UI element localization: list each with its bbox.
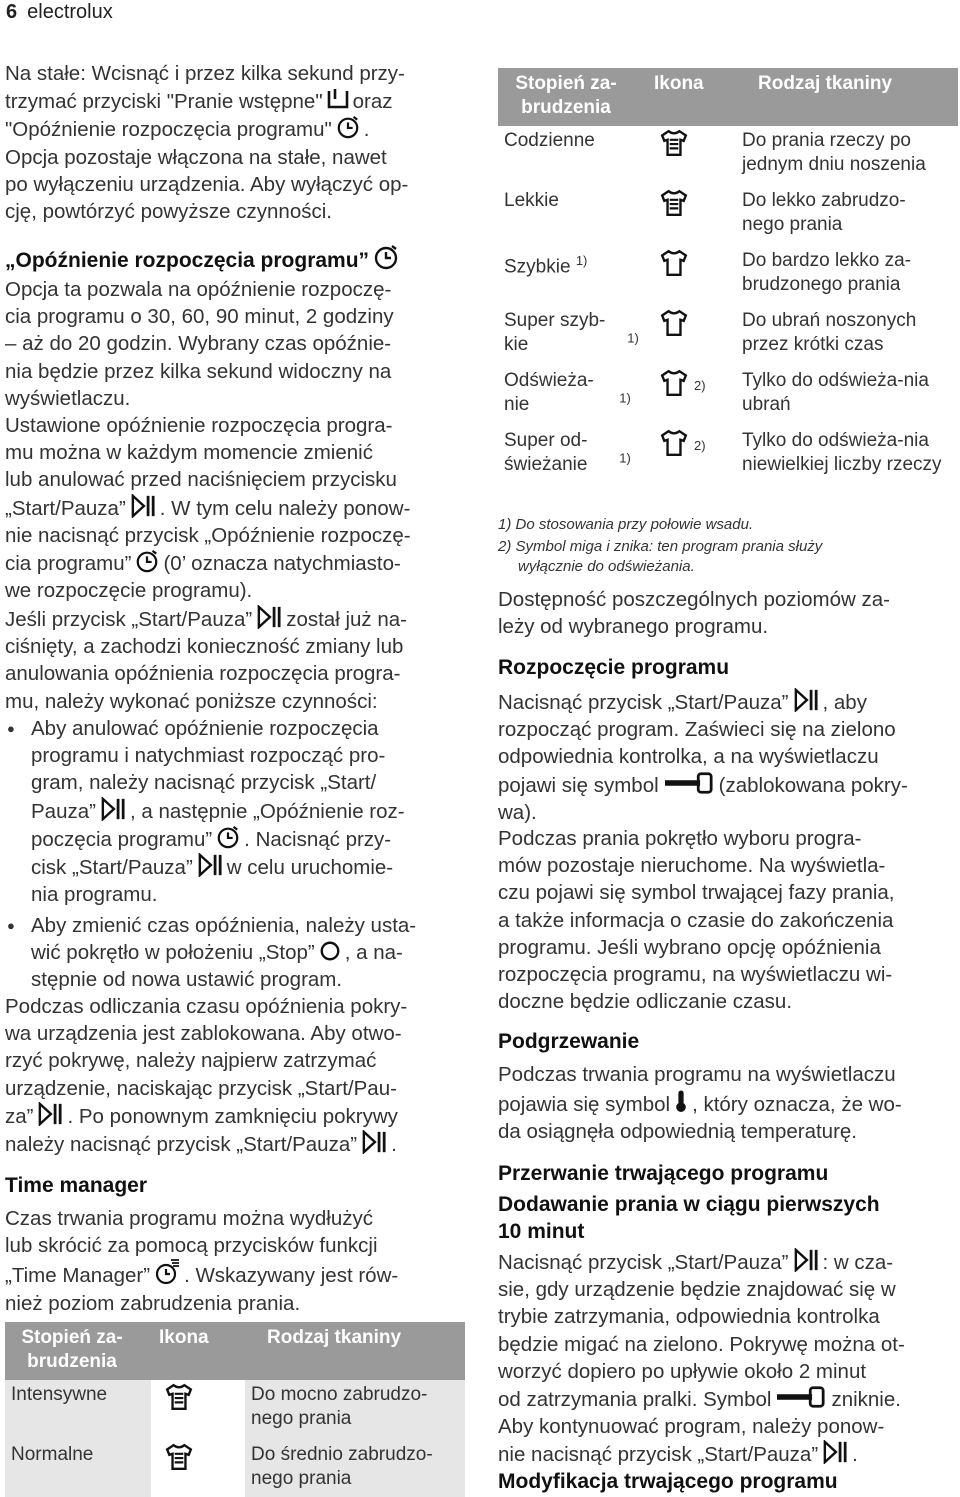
- header-fabric: Rodzaj tkaniny: [736, 68, 958, 126]
- start-pause-icon: [361, 1130, 387, 1154]
- start-program-heading: Rozpoczęcie programu: [498, 656, 730, 679]
- table-row: Super od-świeżanie $^{1)}$ $^{2)}$ Tylko do odświeża-nia niewielkiej liczby rzeczy: [504, 430, 942, 475]
- shirt-daily-icon: [660, 129, 688, 157]
- header-fabric: Rodzaj tkaniny: [245, 1322, 465, 1380]
- header-icon: Ikona: [151, 1322, 245, 1380]
- header-level: Stopień za-brudzenia: [5, 1322, 151, 1380]
- header-icon: Ikona: [646, 68, 736, 126]
- start-paragraph: Nacisnąć przycisk „Start/Pauza” , aby rozpocząć program. Zaświeci się na zielono odpowiednia kontrolka, a na wyświetlaczu pojawi się symbol (zablokowana pokry- wa).: [498, 688, 960, 826]
- thermometer-icon: [674, 1088, 688, 1114]
- shirt-light-icon: [660, 189, 688, 217]
- shirt-refresh-icon: [660, 369, 688, 397]
- door-lock-icon: [775, 1385, 827, 1409]
- intro-paragraph: Na stałe: Wcisnąć i przez kilka sekund przy- trzymać przyciski "Pranie wstępne" oraz "Opóźnienie rozpoczęcia programu" . Opcja pozostaje włączona na stałe, nawet po wyłączeniu urządzenia. Aby wyłączyć op- cję, powtórzyć powyższe czynności.: [5, 62, 409, 224]
- start-pause-icon: [256, 605, 282, 629]
- table-row: Normalne Do średnio zabrudzo-nego prania: [5, 1440, 465, 1497]
- table-header-row: [5, 1322, 465, 1380]
- table-row: Codzienne Do prania rzeczy po jednym dniu noszenia: [504, 130, 926, 175]
- heating-paragraph: Podczas trwania programu na wyświetlaczu pojawia się symbol , który oznacza, że wo- da osiągnęła odpowiednią temperaturę.: [498, 1063, 902, 1144]
- footnote-1: 1) Do stosowania przy połowie wsadu.: [498, 516, 754, 533]
- start-pause-icon: [130, 494, 156, 518]
- table-header-row: [498, 68, 958, 126]
- start-pause-icon: [100, 797, 126, 821]
- delay-clock-icon: [135, 549, 159, 573]
- start-pause-icon: [197, 853, 223, 877]
- time-manager-paragraph: Czas trwania programu można wydłużyć lub skrócić za pomocą przycisków funkcji „Time Manager” . Wskazywany jest rów- nież poziom zabrudzenia prania.: [5, 1207, 399, 1315]
- lock-paragraph: Podczas odliczania czasu opóźnienia pokry- wa urządzenia jest zablokowana. Aby otwo- rzyć pokrywę, należy najpierw zatrzymać urządzenie, naciskając przycisk „Start/Pau- za” . Po ponownym zamknięciu pokrywy należy nacisnąć przycisk „Start/Pauza” .: [5, 995, 408, 1157]
- table-row: Lekkie Do lekko zabrudzo-nego prania: [504, 190, 906, 235]
- interrupt-heading: Przerwanie trwającego programu: [498, 1162, 829, 1185]
- bullet-cancel-delay: ● Aby anulować opóźnienie rozpoczęcia programu i natychmiast rozpocząć pro- gram, należy nacisnąć przycisk „Start/ Pauza” , a następnie „Opóźnienie roz- poczęcia programu” . Nacisnąć przy- cisk „Start/Pauza” w celu uruchomie- nia programu.: [5, 715, 467, 908]
- soil-level-table-right: [498, 68, 958, 486]
- time-manager-icon: [154, 1259, 180, 1285]
- modify-program-heading: Modyfikacja trwającego programu: [498, 1470, 838, 1493]
- delay-paragraph-2: Ustawione opóźnienie rozpoczęcia progra- mu można w każdym momencie zmienić lub anulować przed naciśnięciem przycisku „Start/Pauza” . W tym celu należy ponow- nie nacisnąć przycisk „Opóźnienie rozpoczę- cia programu” (0’ oznacza natychmiasto- we rozpoczęcie programu).: [5, 414, 411, 603]
- header-level: Stopień za-brudzenia: [498, 68, 646, 126]
- time-manager-heading: Time manager: [5, 1174, 148, 1197]
- during-wash-paragraph: Podczas prania pokrętło wyboru progra- mów pozostaje nieruchome. Na wyświetla- czu pojawi się symbol trwającej fazy prania, a także informacja o czasie do zakończenia programu. Jeśli wybrano opcję opóźnienia rozpoczęcia programu, na wyświetlaczu wi- doczne będzie odliczanie czasu.: [498, 827, 895, 1014]
- shirt-quick-icon: [660, 249, 688, 277]
- delay-heading: „Opóźnienie rozpoczęcia programu”: [5, 244, 403, 274]
- delay-paragraph-3: Jeśli przycisk „Start/Pauza” został już na- ciśnięty, a zachodzi konieczność zmiany lub anulowania opóźnienia rozpoczęcia progra- mu, należy wykonać poniższe czynności:: [5, 605, 467, 715]
- bullet-change-delay: ● Aby zmienić czas opóźnienia, należy usta- wić pokrętło w położeniu „Stop” , a na- stępnie od nowa ustawić program.: [5, 912, 467, 994]
- start-pause-icon: [37, 1102, 63, 1126]
- door-lock-icon: [663, 771, 715, 795]
- table-row: Szybkie $^{1)}$ Do bardzo lekko za-brudzonego prania: [504, 250, 911, 295]
- add-laundry-heading: Dodawanie prania w ciągu pierwszych 10 minut: [498, 1193, 880, 1243]
- start-pause-icon: [793, 688, 819, 712]
- prewash-icon: [327, 87, 349, 111]
- start-pause-icon: [822, 1440, 848, 1464]
- brand-name: electrolux: [27, 1, 113, 23]
- page-number: 6: [6, 1, 18, 23]
- soil-level-table-left: [5, 1322, 465, 1497]
- stop-position-icon: [319, 940, 341, 962]
- add-laundry-paragraph: Nacisnąć przycisk „Start/Pauza” : w cza- sie, gdy urządzenie będzie znajdować się w trybie zatrzymania, odpowiednia kontrolka będzie migać na zielono. Pokrywę można ot- worzyć dopiero po upływie około 2 minut od zatrzymania pralki. Symbol zniknie. Aby kontynuować program, należy ponow- nie nacisnąć przycisk „Start/Pauza” .: [498, 1248, 960, 1469]
- delay-paragraph-1: Opcja ta pozwala na opóźnienie rozpoczę- cia programu o 30, 60, 90 minut, 2 godziny – aż do 20 godzin. Wybrany czas opóźnie- nia będzie przez kilka sekund widoczny na wyświetlaczu.: [5, 278, 394, 410]
- table-row: Odświeża-nie $^{1)}$ $^{2)}$ Tylko do odświeża-nia ubrań: [504, 370, 929, 415]
- footnote-2: 2) Symbol miga i znika: ten program prania służy wyłącznie do odświeżania.: [498, 538, 823, 575]
- heating-heading: Podgrzewanie: [498, 1030, 640, 1053]
- delay-clock-icon: [216, 825, 240, 849]
- shirt-normal-icon: [165, 1443, 193, 1471]
- table-row: Super szyb-kie $^{1)}$ Do ubrań noszonych przez krótki czas: [504, 310, 917, 355]
- delay-clock-icon: [373, 244, 399, 270]
- delay-clock-icon: [336, 115, 360, 139]
- start-pause-icon: [793, 1248, 819, 1272]
- shirt-super-refresh-icon: [660, 429, 688, 457]
- shirt-heavy-icon: [165, 1383, 193, 1411]
- availability-paragraph: Dostępność poszczególnych poziomów za- leży od wybranego programu.: [498, 588, 890, 639]
- page-header: [6, 0, 113, 24]
- shirt-super-quick-icon: [660, 309, 688, 337]
- table-row: Intensywne Do mocno zabrudzo-nego prania: [5, 1380, 465, 1440]
